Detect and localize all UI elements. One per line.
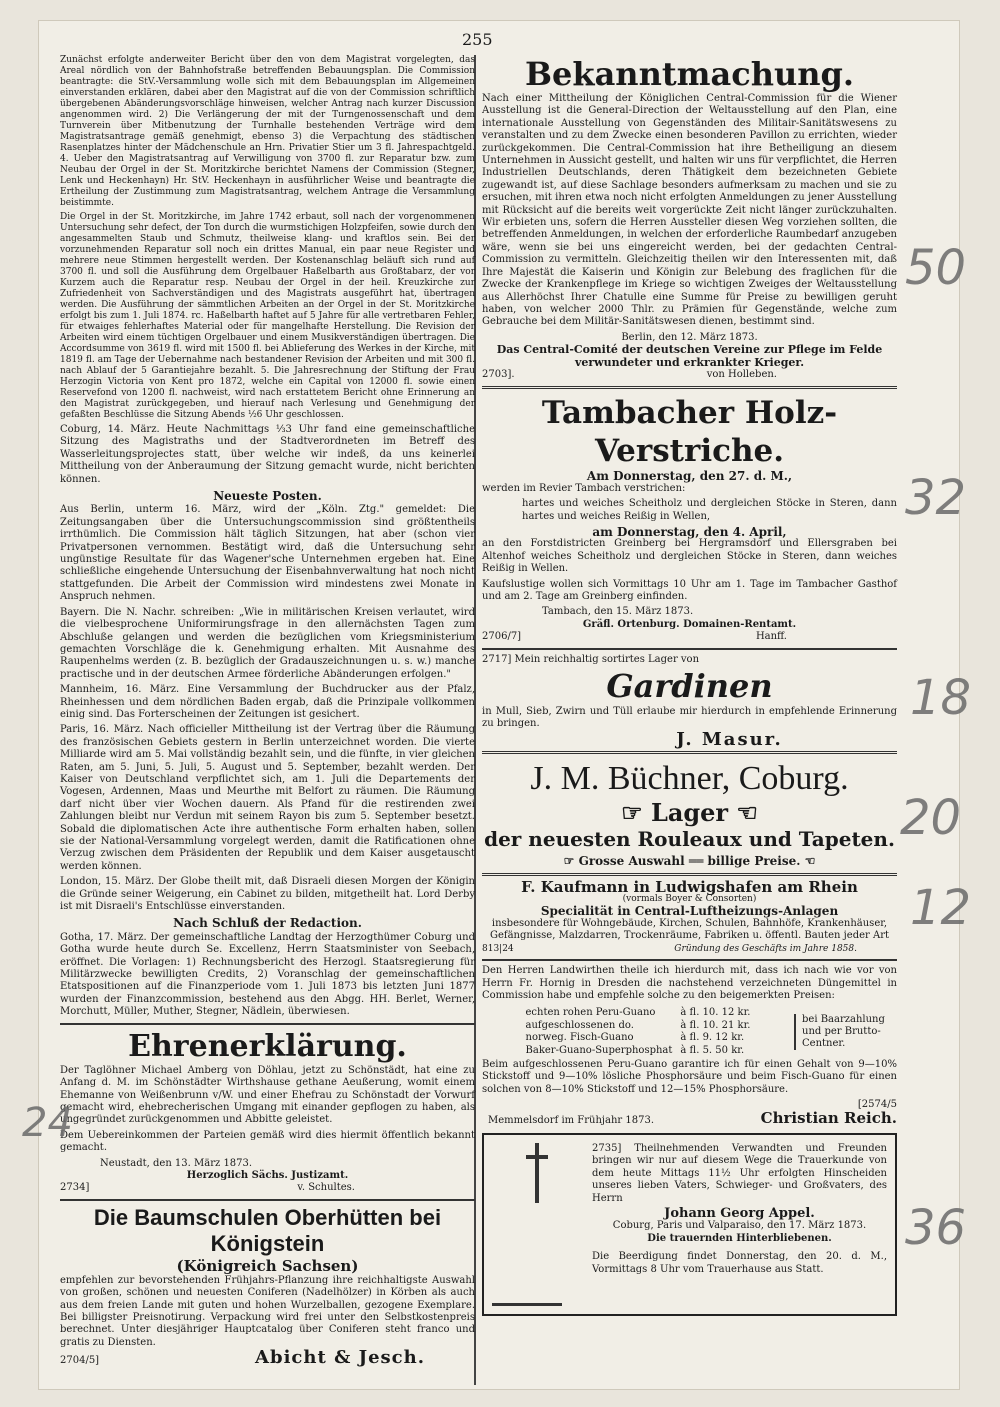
- article-paragraph: Bayern. Die N. Nachr. schreiben: „Wie in militärischen Kreisen verlautet, wird die vielbesprochene Uniformirungsfrage in den allernächsten Tagen zum Abschluße gelangen und werden die bezüglichen vom Kriegsministerium gemachten Vorschläge die k. Genehmigung erhalten. Mit Ausnahme des Raupenhelms werden (z. B. bezüglich der Gradauszeichnungen u. s. w.) manche practische und in der deutschen Armee förderliche Abänderungen erfolgen.": [60, 606, 475, 680]
- gard-intro: 2717] Mein reichhaltig sortirtes Lager von: [482, 653, 700, 665]
- pointing-hand-icon: ☞: [563, 854, 579, 869]
- fertilizer-name: echten rohen Peru-Guano: [525, 1007, 656, 1019]
- article-paragraph: Mannheim, 16. März. Eine Versammlung der Buchdrucker aus der Pfalz, Rheinhessen und dem nördlichen Baden ergab, daß die Prinzipale vollkommen einig sind. Das Forterscheinen der Zeitungen ist gesichert.: [60, 684, 475, 720]
- buechner-lager-text: Lager: [650, 798, 729, 828]
- ehren-signature: v. Schultes.: [297, 1182, 355, 1194]
- right-column: [482, 55, 897, 1322]
- section-header-nach-schluss: Nach Schluß der Redaction.: [173, 916, 362, 931]
- pencil-mark: 50: [905, 240, 967, 296]
- cross-icon: [524, 1143, 550, 1213]
- page-number: 255: [462, 30, 493, 49]
- bek-signatory: Das Central-Comité der deutschen Vereine zur Pflege im Felde verwundeter und erkrankter Krieger.: [496, 343, 883, 369]
- bek-text: Nach einer Mittheilung der Königlichen Central-Commission für die Wiener Ausstellung ist die General-Direction der Weltausstellung auf den Plan, eine internationale Ausstellung von Gegenständen des Militair-Sanitätswesens zu veranstalten und zu dem Zwecke einen besonderen Pavillon zu errichten, wieder zurückgekommen. Die Central-Commission hat ihre Betheiligung an diesem Unternehmen in Aussicht gestellt, und halten wir uns für verpflichtet, die Herren Industriellen Deutschlands, deren Thätigkeit dem bezeichneten Gebiete zugewandt ist, auf diese Sachlage besonders aufmerksam zu machen und sie zu ersuchen, mit ihren etwa noch nicht erfolgten Anmeldungen zu jener Ausstellung mit Rücksicht auf die bereits weit vorgerückte Zeit nicht länger zurückzuhalten. Wir erbieten uns, sofern die Herren Aussteller diesen Weg vorziehen sollten, die betreffenden Anmeldungen, in welchen der erforderliche Raumbedarf anzugeben wäre, wenn sie bei uns eingereicht werden, bei der gedachten Central-Commission zu vermitteln. Gleichzeitig theilen wir den Interessenten mit, daß Ihre Majestät die Kaiserin und Königin zur Belebung des fraglichen für die Zwecke der Krankenpflege im Kriege so wichtigen Zweiges der Weltausstellung aus Allerhöchst Ihrer Chatulle eine Summe für Preise zu bewilligen geruht haben, von welcher 2000 Thlr. zu Prämien für Gegenstände, welche zum Gebrauche bei dem Militär-Sanitätswesen dienen, bestimmt sind.: [482, 93, 897, 328]
- tam-text: an den Forstdistricten Greinberg bei Hergramsdorf und Ellersgraben bei Altenhof weiches Scheitholz und dergleichen Stöcke in Steren, dann weiches Reißig in Wellen.: [482, 538, 897, 575]
- tam-place: Tambach, den 15. März 1873.: [542, 606, 694, 618]
- fertilizer-price: à fl. 5. 50 kr.: [680, 1044, 745, 1056]
- pencil-mark: 12: [910, 880, 972, 936]
- trauer-note: Die Beerdigung findet Donnerstag, den 20. d. M., Vormittags 8 Uhr vom Trauerhause aus Statt.: [592, 1251, 887, 1275]
- article-paragraph: Paris, 16. März. Nach officieller Mittheilung ist der Vertrag über die Räumung des französischen Gebiets gestern in Berlin unterzeichnet worden. Die vierte Milliarde wird am 5. Mai vollständig bezahlt sein, und die fünfte, in vier gleichen Raten, am 5. Juni, 5. Juli, 5. August und 5. September, bezahlt werden. Der Kaiser von Deutschland verpflichtet sich, am 1. Juli die Departements der Vogesen, Ardennen, Maas und Meurthe mit Belfort zu räumen. Die Räumung darf nicht über vier Wochen dauern. Als Pfand für die restirenden zwei Zahlungen bleibt nur Verdun mit seinem Rayon bis zum 5. September besetzt. Sobald die diplomatischen Acte ihre authentische Form erhalten haben, sollen sie der National-Versammlung vorgelegt werden, damit die Ratificationen ohne Verzug zwischen dem Präsidenten der Republik und dem Kaiser ausgetauscht werden können.: [60, 724, 475, 872]
- gard-signature: J. Masur.: [676, 728, 783, 750]
- land-text: Den Herren Landwirthen theile ich hierdurch mit, dass ich nach wie vor von Herrn Fr. Hornig in Dresden die nachstehend verzeichneten Düngemittel in Commission habe und empfehle solche zu den beigemerkten Preisen:: [482, 965, 897, 1001]
- trauer-text: 2735] Theilnehmenden Verwandten und Freunden bringen wir nur auf diesem Wege die Trauerkunde von dem heute Mittags 11½ Uhr erfolgten Hinscheiden unseres lieben Vaters, Schwieger- und Großvaters, des Herrn: [592, 1142, 887, 1204]
- ad-code: 2704/5]: [60, 1355, 100, 1367]
- ehren-text2: Dem Uebereinkommen der Parteien gemäß wird dies hiermit öffentlich bekannt gemacht.: [60, 1129, 475, 1154]
- tam-name: Hanff.: [755, 631, 787, 643]
- price-row: [522, 1032, 755, 1044]
- trauer-signature: Die trauernden Hinterbliebenen.: [647, 1232, 832, 1244]
- kaufmann-founded: Gründung des Geschäfts im Jahre 1858.: [674, 943, 857, 954]
- article-paragraph: Die Orgel in der St. Moritzkirche, im Jahre 1742 erbaut, soll nach der vorgenommenen Untersuchung sehr defect, der Ton durch die wurmstichigen Holzpfeifen, sowie durch den angesammelten Staub und Schmutz, theilweise klang- und kraftlos sein. Bei der vorzunehmenden Reparatur soll noch ein drittes Manual, ein paar neue Register und mehrere neue Stimmen hergestellt werden. Der Kostenanschlag beläuft sich rund auf 3700 fl. und soll die Ausführung dem Orgelbauer Haßelbarth aus Großtabarz, der vor Kurzem auch die Reparatur resp. Neubau der Orgel in der heil. Kreuzkirche zur Zufriedenheit von Sachverständigen und des Magistrats ausgeführt hat, übertragen werden. Die Ausführung der sämmtlichen Arbeiten an der Orgel in der St. Moritzkirche erfolgt bis zum 1. Juli 1874. rc. Haßelbarth haftet auf 5 Jahre für alle vertretbaren Fehler, für etwaiges fehlerhaftes Material oder für mangelhafte Herstellung. Die Revision der Arbeiten wird einem tüchtigen Orgelbauer und einem Musikverständigen übertragen. Die Accordsumme von 3619 fl. wird mit 1500 fl. bei Ablieferung des Werkes in der Kirche, mit 1819 fl. am Tage der Uebernahme nach bestandener Revision der Arbeiten und mit 300 fl. nach Ablauf der 5 Garantiejahre bezahlt. 5. Die Jahresrechnung der Stiftung der Frau Herzogin Victoria von Kent pro 1872, welche ein Capital von 12000 fl. sowie einen Reservefond von 1200 fl. nachweist, wird nach erstattetem Bericht ohne Erinnerung an den Magistrat zurückgegeben, und hierauf nach Verlesung und Genehmigung der gefaßten Beschlüsse die Sitzung Abends ½6 Uhr geschlossen.: [60, 212, 475, 420]
- tam-text: hartes und weiches Scheitholz und dergleichen Stöcke in Steren, dann hartes und weiches Reißig in Wellen,: [522, 498, 897, 522]
- baum-subtitle: (Königreich Sachsen): [176, 1256, 359, 1275]
- buechner-tag-right: billige Preise.: [707, 854, 801, 869]
- bek-place: Berlin, den 12. März 1873.: [621, 331, 758, 343]
- land-signature: Christian Reich.: [760, 1108, 897, 1127]
- fertilizer-name: Baker-Guano-Superphosphat: [525, 1044, 673, 1056]
- baum-title: Die Baumschulen Oberhütten bei Königstein: [93, 1204, 442, 1256]
- buechner-subtitle: der neuesten Rouleaux und Tapeten.: [484, 827, 895, 852]
- ehren-text: Der Taglöhner Michael Amberg von Döhlau, jetzt zu Schönstädt, hat eine zu Anfang d. M. im Schönstädter Wirthshause gethane Aeußerung, womit einem Ehemanne von Weißenbrunn v/W. und einer Ehefrau zu Schönstadt der Vorwurf gemacht wird, ehebrecherischen Umgang mit einander gepflogen zu haben, als ungegründet zurückgenommen und Abbitte geleistet.: [60, 1064, 475, 1126]
- section-header-neueste: Neueste Posten.: [213, 489, 322, 504]
- ad-code: 2703].: [482, 368, 515, 380]
- price-note: bei Baarzahlung und per Brutto-Centner.: [794, 1014, 897, 1050]
- mourning-notice: [482, 1133, 897, 1316]
- pointing-hand-icon: ☜: [728, 798, 758, 828]
- tam-date2: am Donnerstag, den 4. April,: [592, 524, 787, 539]
- willow-icon: [492, 1213, 562, 1306]
- gard-title: Gardinen: [606, 667, 773, 706]
- bek-name: von Holleben.: [706, 368, 777, 380]
- ad-code: [2574/5: [857, 1099, 897, 1111]
- pencil-mark: 20: [900, 790, 962, 846]
- pencil-mark: 32: [905, 470, 967, 526]
- buechner-title: J. M. Büchner, Coburg.: [530, 760, 849, 798]
- divider: [60, 1199, 475, 1201]
- article-paragraph: Gotha, 17. März. Der gemeinschaftliche Landtag der Herzogthümer Coburg und Gotha wurde heute durch Se. Excellenz, Herrn Staatsminister von Seebach, eröffnet. Die Vorlagen: 1) Rechnungsbericht des Herzogl. Staatsregierung für Militärzwecke bewilligten Credits, 2) Voranschlag der gemeinschaftlichen Etatspositionen auf die Finanzperiode vom 1. Juli 1873 bis letzten Juni 1877 wurden der Finanzcommission, bestehend aus den Abgg. HH. Berlet, Werner, Morchutt, Müller, Muther, Stegner, Nädlein, überwiesen.: [60, 931, 475, 1018]
- ad-code: 2706/7]: [482, 631, 522, 643]
- ehren-place: Neustadt, den 13. März 1873.: [100, 1157, 253, 1169]
- price-row: [522, 1020, 755, 1032]
- divider: [482, 386, 897, 389]
- land-place: Memmelsdorf im Frühjahr 1873.: [488, 1114, 655, 1126]
- buechner-tag-left: Grosse Auswahl: [578, 854, 685, 869]
- divider: [482, 873, 897, 876]
- buechner-tagline: [482, 855, 897, 867]
- kaufmann-sub: (vormals Boyer & Consorten): [622, 894, 757, 905]
- ad-code: 813|24: [482, 943, 514, 954]
- trauer-name: Johann Georg Appel.: [664, 1206, 815, 1221]
- kaufmann-spec: Specialität in Central-Luftheizungs-Anlagen: [540, 904, 839, 919]
- left-column: [60, 55, 475, 1368]
- fertilizer-price-table: [522, 1007, 755, 1057]
- article-paragraph: Coburg, 14. März. Heute Nachmittags ⅓3 Uhr fand eine gemeinschaftliche Sitzung des Magistraths und der Stadtverordneten im Betreff des Wasserleitungsprojectes statt, über welche wir indeß, da uns keinerlei Mittheilung von der Anberaumung der Sitzung gemacht wurde, nicht berichten können.: [60, 424, 475, 485]
- fertilizer-name: norweg. Fisch-Guano: [525, 1032, 634, 1044]
- fertilizer-price: à fl. 10. 21 kr.: [680, 1019, 751, 1031]
- kaufmann-title: F. Kaufmann in Ludwigshafen am Rhein: [521, 877, 858, 896]
- pencil-mark: 18: [910, 670, 972, 726]
- divider: [482, 959, 897, 961]
- price-row: [522, 1007, 755, 1019]
- article-paragraph: Zunächst erfolgte anderweiter Bericht über den von dem Magistrat vorgelegten, das Areal nördlich von der Bahnhofstraße betreffenden Bebauungsplan. Die Commission beantragte: die StV.-Versammlung wolle sich mit dem Bebauungsplan im Allgemeinen einverstanden erklären, dabei aber den Magistrat auf die von der Commission schriftlich übergebenen Abänderungsvorschläge hinweisen, welcher Antrag nach kurzer Discussion angenommen wird. 2) Die Verlängerung der mit der Turngenossenschaft und dem Turnverein über Mitbenutzung der Turnhalle bestehenden Verträge wird dem Magistratsantrage gemäß genehmigt, ebenso 3) die Verpachtung des städtischen Rasenplatzes hinter der Mädchenschule an Hrn. Privatier Stier um 3 fl. Jahrespachtgeld. 4. Ueber den Magistratsantrag auf Verwilligung von 3700 fl. zur Reparatur bzw. zum Neubau der Orgel in der St. Moritzkirche berichtet Namens der Commission (Stegner, Lenk und Heckenhayn) Hr. StV. Heckenhayn in ausführlicher Weise und beantragte die Ertheilung der Zustimmung zum Magistratsantrag, welchem Antrage die Versammlung beistimmte.: [60, 55, 475, 208]
- fertilizer-price: à fl. 10. 12 kr.: [680, 1007, 751, 1019]
- land-text2: Beim aufgeschlossenen Peru-Guano garantire ich für einen Gehalt von 9—10% Stickstoff und 9—10% lösliche Phosphorsäure und beim Fisch-Guano für einen solchen von 8—10% Stickstoff und 12—15% Phosphorsäure.: [482, 1058, 897, 1095]
- baum-text: empfehlen zur bevorstehenden Frühjahrs-Pflanzung ihre reichhaltigste Auswahl von großen, schönen und neuesten Coniferen (Nadelhölzer) in Körben als auch aus dem freien Lande mit guten und hohen Wurzelballen, gezogene Exemplare. Bei billigster Preisnotirung. Verpackung wird frei unter den Selbstkostenpreis berechnet. Unter diesjähriger Hauptcatalog über Coniferen steht franco und gratis zu Diensten.: [60, 1274, 475, 1348]
- divider: [482, 648, 897, 650]
- tam-signatory: Gräfl. Ortenburg. Domainen-Rentamt.: [582, 618, 797, 630]
- article-paragraph: Aus Berlin, unterm 16. März, wird der „Köln. Ztg." gemeldet: Die Zeitungsangaben über die Untersuchungscommission sind größtentheils irrthümlich. Die Commission hält täglich Sitzungen, hat aber (schon vier Privatpersonen vernommen. Bestätigt wird, daß die Untersuchung sehr ungünstige Resultate für das Wagener'sche Unternehmen ergeben hat. Eine schließliche eingehende Untersuchung der Eisenbahnverwaltung hat noch nicht stattgefunden. Die Arbeit der Commission wird mindestens zwei Monate in Anspruch nehmen.: [60, 504, 475, 603]
- price-row: [522, 1045, 755, 1057]
- tam-date: Am Donnerstag, den 27. d. M.,: [586, 469, 793, 484]
- pencil-mark: 36: [905, 1200, 967, 1256]
- pencil-mark: 24: [22, 1100, 73, 1146]
- baum-signature: Abicht & Jesch.: [255, 1347, 425, 1369]
- tam-text: Kaufslustige wollen sich Vormittags 10 Uhr am 1. Tage im Tambacher Gasthof und am 2. Tage am Greinberg einfinden.: [482, 578, 897, 602]
- fertilizer-name: aufgeschlossenen do.: [525, 1019, 634, 1031]
- grave-illustration: [492, 1143, 582, 1306]
- tam-title: Tambacher Holz-Verstriche.: [541, 395, 838, 470]
- bek-title: Bekanntmachung.: [524, 55, 854, 93]
- tam-text: werden im Revier Tambach verstrichen:: [482, 482, 686, 494]
- fertilizer-price: à fl. 9. 12 kr.: [680, 1032, 745, 1044]
- ad-code: 2734]: [60, 1182, 90, 1194]
- divider: [482, 751, 897, 754]
- kaufmann-text: insbesondere für Wohngebäude, Kirchen, Schulen, Bahnhöfe, Krankenhäuser, Gefängnisse, Malzdarren, Trockenräume, Fabriken u. öffentl. Bauten jeder Art: [489, 917, 889, 942]
- pointing-hand-icon: ☜: [800, 854, 816, 869]
- trauer-place: Coburg, Paris und Valparaiso, den 17. März 1873.: [612, 1220, 867, 1232]
- gard-text: in Mull, Sieb, Zwirn und Tüll erlaube mir hierdurch in empfehlende Erinnerung zu bringen.: [482, 706, 897, 730]
- ehren-title: Ehrenerklärung.: [128, 1028, 407, 1064]
- article-paragraph: London, 15. März. Der Globe theilt mit, daß Disraeli diesen Morgen der Königin die Gründe seiner Weigerung, ein Cabinet zu bilden, mitgetheilt hat. Lord Derby ist mit Disraeli's Entschlüsse einverstanden.: [60, 876, 475, 913]
- divider: [60, 1023, 475, 1025]
- ehren-office: Herzoglich Sächs. Justizamt.: [186, 1169, 349, 1181]
- pointing-hand-icon: ☞: [621, 798, 651, 828]
- buechner-lager: [482, 799, 897, 827]
- equals-divider: ══: [688, 854, 704, 869]
